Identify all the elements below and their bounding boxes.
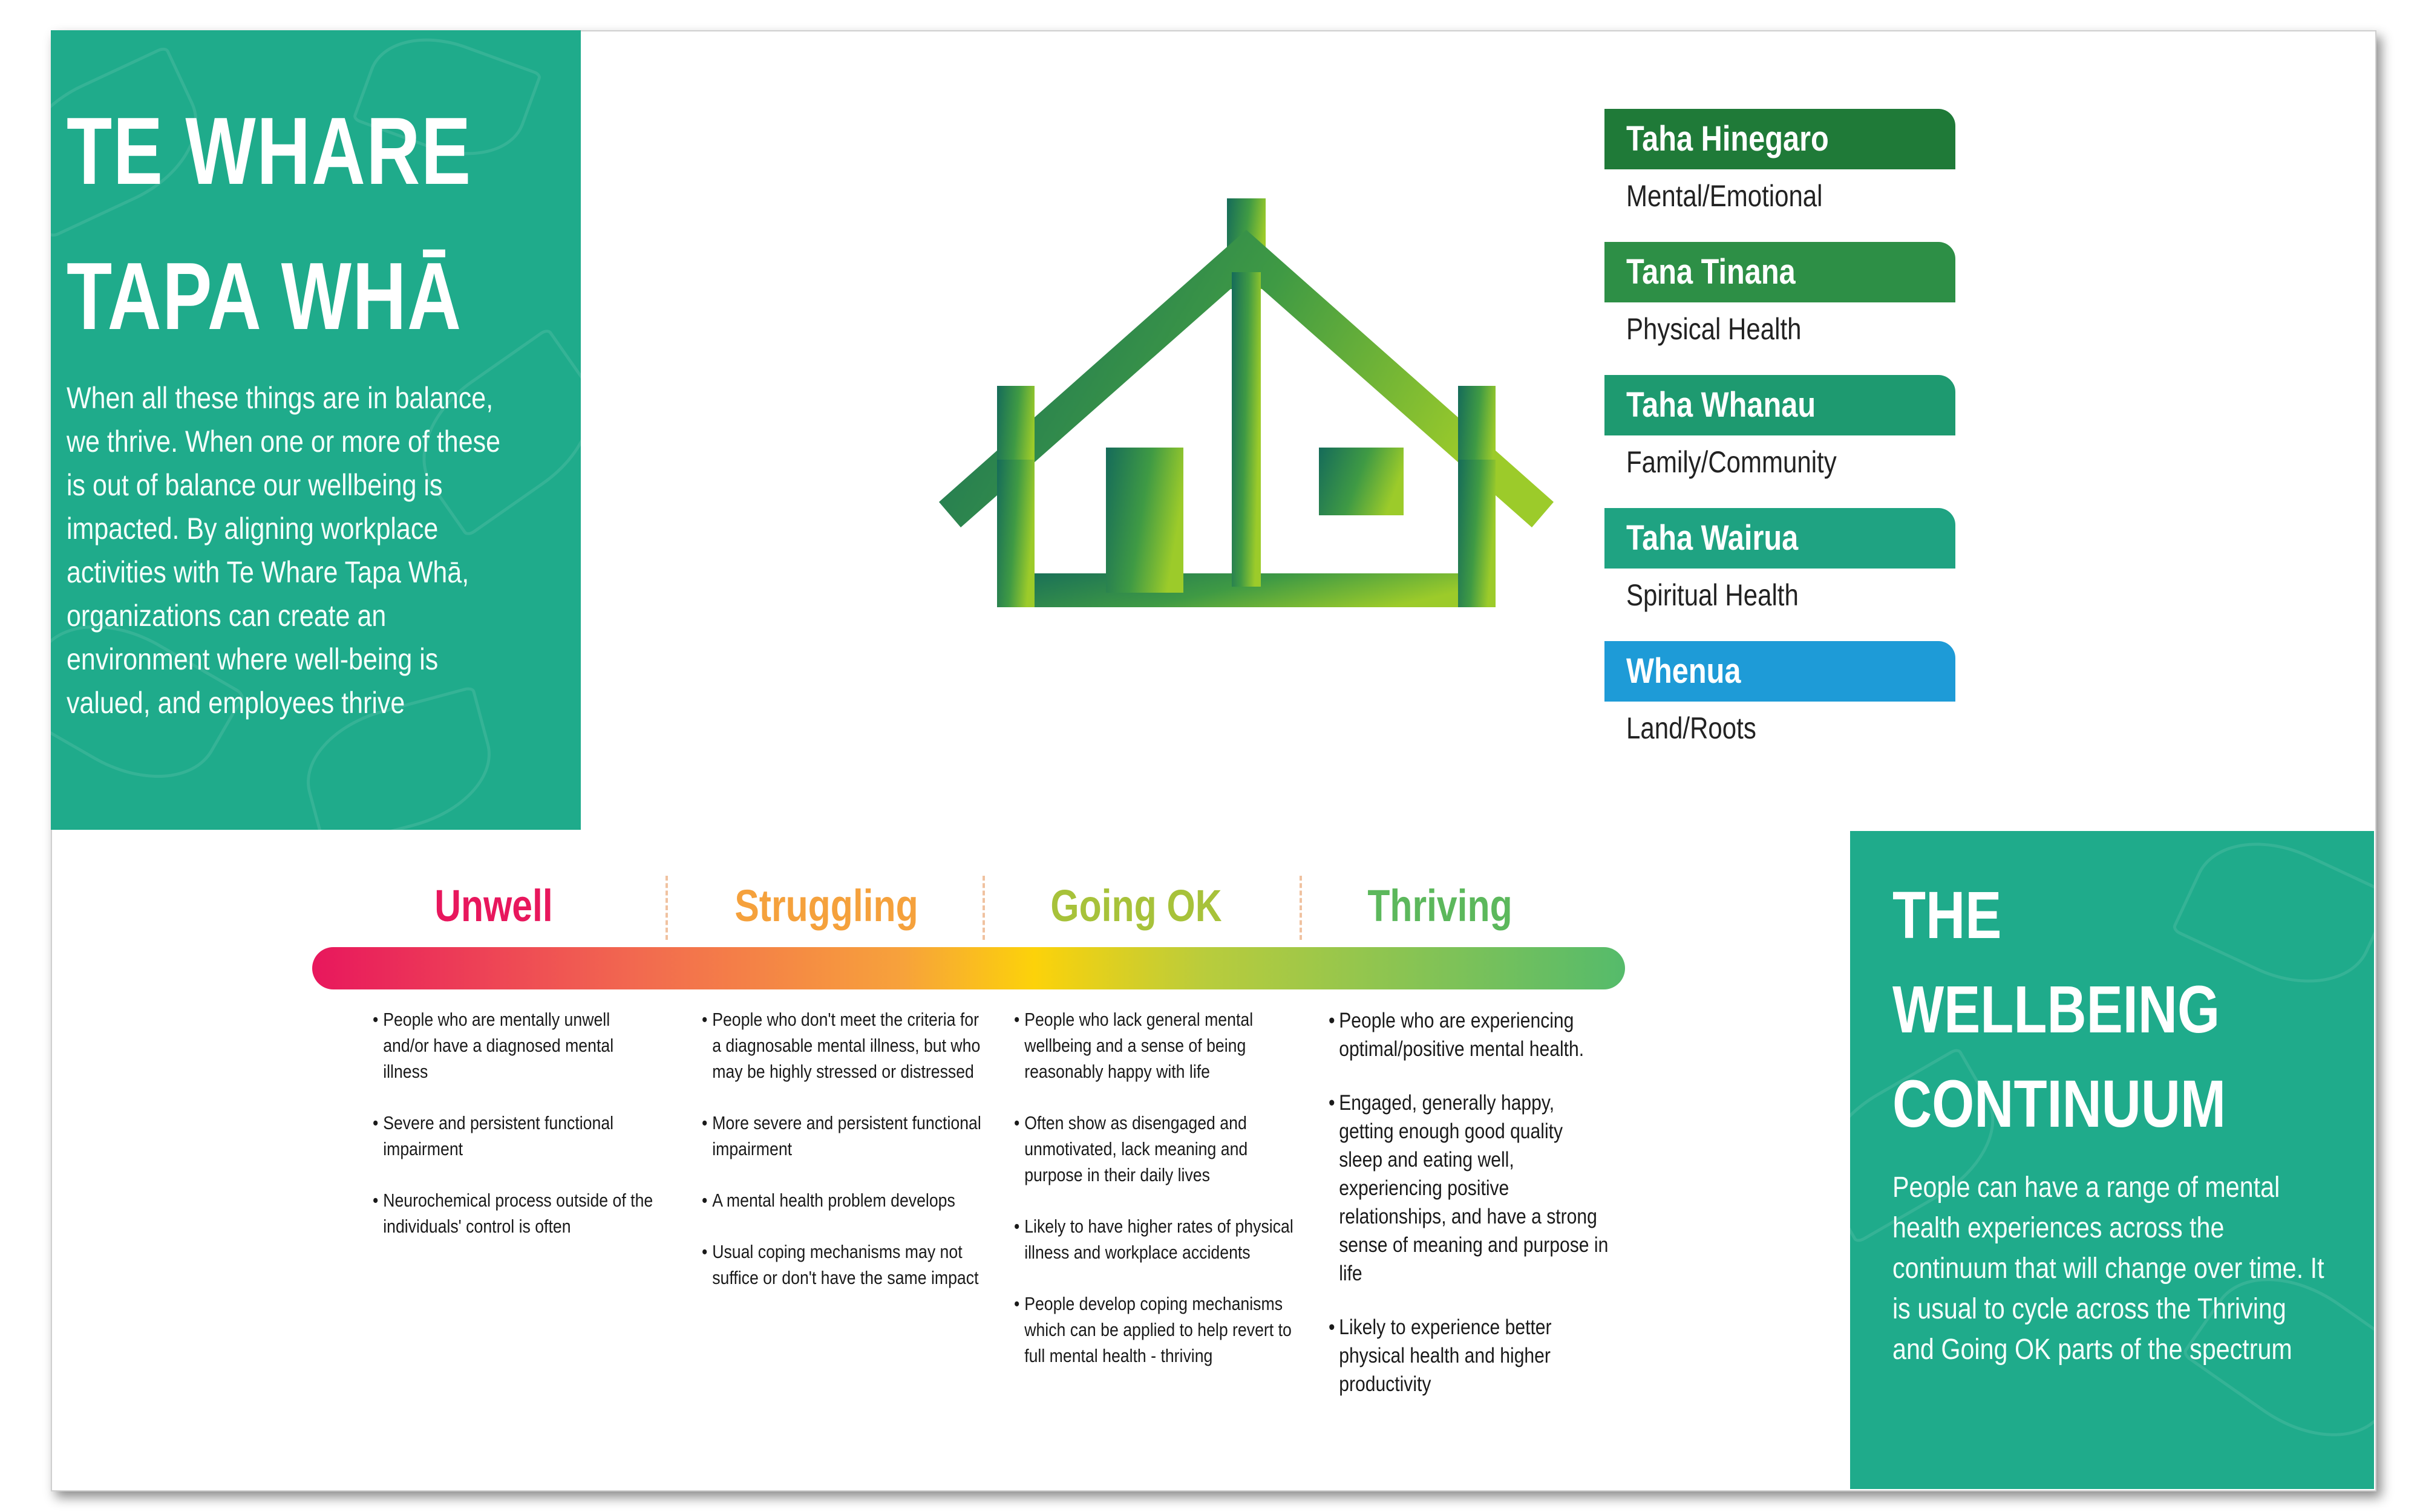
stage-column-thriving xyxy=(1329,1006,1613,1424)
dimension-item xyxy=(1604,109,1955,242)
stage-heading-thriving: Thriving xyxy=(1367,881,1512,931)
stage-heading-going-ok: Going OK xyxy=(1050,881,1222,931)
dimensions-list xyxy=(1604,109,1955,774)
stage-column-struggling xyxy=(702,1006,986,1316)
stage-point: • Likely to have higher rates of physical illness and workplace accidents xyxy=(1014,1213,1295,1265)
dimension-item xyxy=(1604,375,1955,508)
dimension-label: Taha Whanau xyxy=(1604,375,1955,435)
title-line: TAPA WHĀ xyxy=(67,243,462,350)
stage-column-unwell xyxy=(373,1006,657,1265)
stage-point: • Engaged, generally happy, getting enough good quality sleep and eating well, experiencing positive relationships, and have a strong sense of meaning and purpose in life xyxy=(1329,1089,1609,1288)
stage-point: • People who lack general mental wellbeing and a sense of being reasonably happy with life xyxy=(1014,1006,1295,1084)
dimension-subtitle: Physical Health xyxy=(1626,312,1802,346)
title-line: TE WHARE xyxy=(67,98,472,204)
stage-heading-unwell: Unwell xyxy=(434,881,553,931)
title-line: CONTINUUM xyxy=(1892,1067,2226,1141)
dimension-label: Taha Hinegaro xyxy=(1604,109,1955,169)
dimension-label: Taha Wairua xyxy=(1604,508,1955,569)
stage-divider xyxy=(983,876,985,940)
dimension-item xyxy=(1604,641,1955,774)
dimension-label: Tana Tinana xyxy=(1604,242,1955,302)
stage-point: • Severe and persistent functional impairment xyxy=(373,1110,653,1162)
dimension-subtitle: Mental/Emotional xyxy=(1626,179,1823,213)
stage-point: • People who are mentally unwell and/or have a diagnosed mental illness xyxy=(373,1006,653,1084)
dimension-subtitle: Spiritual Health xyxy=(1626,578,1799,612)
stage-point: • Neurochemical process outside of the individuals' control is often xyxy=(373,1187,653,1239)
stage-column-going-ok xyxy=(1014,1006,1298,1394)
stage-point: • People develop coping mechanisms which can be applied to help revert to full mental health - thriving xyxy=(1014,1291,1295,1369)
dimension-item xyxy=(1604,242,1955,375)
dimension-item xyxy=(1604,508,1955,641)
stage-divider xyxy=(1300,876,1302,940)
stage-divider xyxy=(666,876,668,940)
dimension-label: Whenua xyxy=(1604,641,1955,702)
title-line: WELLBEING xyxy=(1892,973,2220,1047)
te-whare-title xyxy=(67,79,472,369)
wellbeing-continuum-description: People can have a range of mental health experiences across the continuum that will change over time. It is usual to cycle across the Thriving and Going OK parts of the spectrum xyxy=(1892,1171,2324,1366)
stage-point: • More severe and persistent functional impairment xyxy=(702,1110,983,1162)
wharenui-icon xyxy=(932,194,1561,617)
stage-point: • People who are experiencing optimal/positive mental health. xyxy=(1329,1006,1609,1063)
stage-point: • People who don't meet the criteria for a diagnosable mental illness, but who may be highly stressed or distressed xyxy=(702,1006,983,1084)
te-whare-description: When all these things are in balance, we thrive. When one or more of these is out of balance our wellbeing is impacted. By aligning workplace activities with Te Whare Tapa Whā, organizations can create an environment where well-being is valued, and employees thrive xyxy=(67,381,501,720)
dimension-subtitle: Family/Community xyxy=(1626,445,1837,479)
stage-point: • Likely to experience better physical health and higher productivity xyxy=(1329,1313,1609,1398)
wellbeing-continuum-title xyxy=(1892,868,2226,1152)
continuum-gradient-bar xyxy=(312,947,1625,989)
stage-point: • Usual coping mechanisms may not suffice or don't have the same impact xyxy=(702,1239,983,1291)
stage-point: • A mental health problem develops xyxy=(702,1187,983,1213)
dimension-subtitle: Land/Roots xyxy=(1626,711,1756,745)
stage-heading-struggling: Struggling xyxy=(734,881,918,931)
stage-point: • Often show as disengaged and unmotivated, lack meaning and purpose in their daily lives xyxy=(1014,1110,1295,1188)
title-line: THE xyxy=(1892,878,2002,953)
